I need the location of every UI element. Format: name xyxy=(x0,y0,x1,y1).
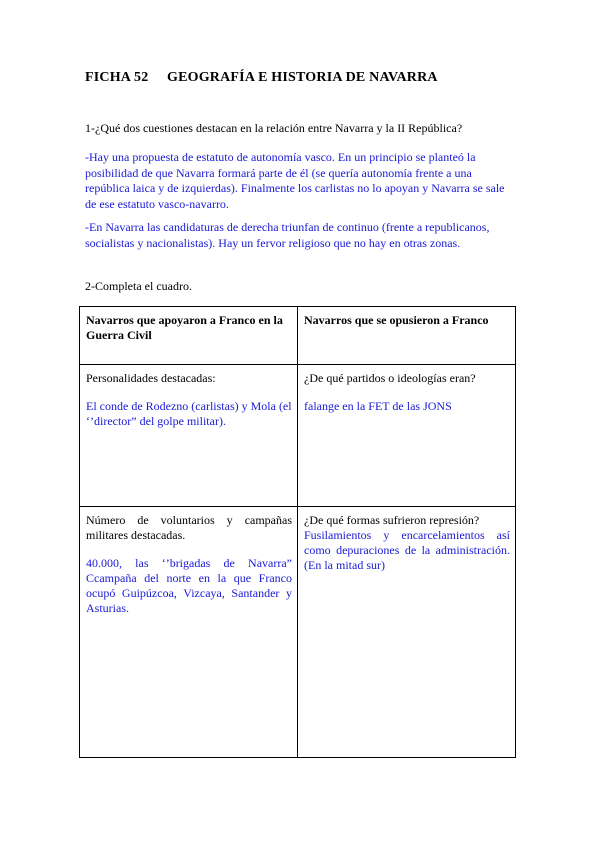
personalities-answer: El conde de Rodezno (carlistas) y Mola (el ‘’director” del golpe militar). xyxy=(86,399,292,428)
page-title xyxy=(85,70,438,86)
subject-title: GEOGRAFÍA E HISTORIA DE NAVARRA xyxy=(167,70,438,85)
answer-1-paragraph-1: -Hay una propuesta de estatuto de autonomía vasco. En un principio se planteó la posibilidad de que Navarra formará parte de él (se quería autonomía frente a una república laica y de izquierdas). Finalmente los carlistas no lo apoyan y Navarra se sale de ese estatuto vasco-navarro. xyxy=(85,150,505,211)
volunteers-answer: 40.000, las ‘’brigadas de Navarra” Ccampaña del norte en la que Franco ocupó Guipúzcoa, Vizcaya, Santander y Asturias. xyxy=(86,556,292,615)
table-row xyxy=(80,365,516,507)
header-opponents: Navarros que se opusieron a Franco xyxy=(298,307,516,365)
answer-1-paragraph-2: -En Navarra las candidaturas de derecha triunfan de continuo (frente a republicanos, socialistas y nacionalistas). Hay un fervor religioso que no hay en otras zonas. xyxy=(85,220,490,250)
answer-table xyxy=(79,306,516,758)
cell-volunteers xyxy=(80,507,298,758)
question-2: 2-Completa el cuadro. xyxy=(85,279,192,293)
personalities-label: Personalidades destacadas: xyxy=(86,371,216,385)
cell-ideologies xyxy=(298,365,516,507)
question-1: 1-¿Qué dos cuestiones destacan en la relación entre Navarra y la II República? xyxy=(85,121,463,135)
repression-answer: Fusilamientos y encarcelamientos así como depuraciones de la administración. (En la mitad sur) xyxy=(304,528,510,572)
repression-label: ¿De qué formas sufrieron represión? xyxy=(304,513,480,527)
cell-repression xyxy=(298,507,516,758)
table-row xyxy=(80,507,516,758)
cell-personalities xyxy=(80,365,298,507)
ideologies-label: ¿De qué partidos o ideologías eran? xyxy=(304,371,476,385)
header-supporters: Navarros que apoyaron a Franco en la Guerra Civil xyxy=(80,307,298,365)
ficha-number: FICHA 52 xyxy=(85,70,149,85)
table-header-row xyxy=(80,307,516,365)
volunteers-label: Número de voluntarios y campañas militares destacadas. xyxy=(86,513,292,542)
ideologies-answer: falange en la FET de las JONS xyxy=(304,399,452,413)
